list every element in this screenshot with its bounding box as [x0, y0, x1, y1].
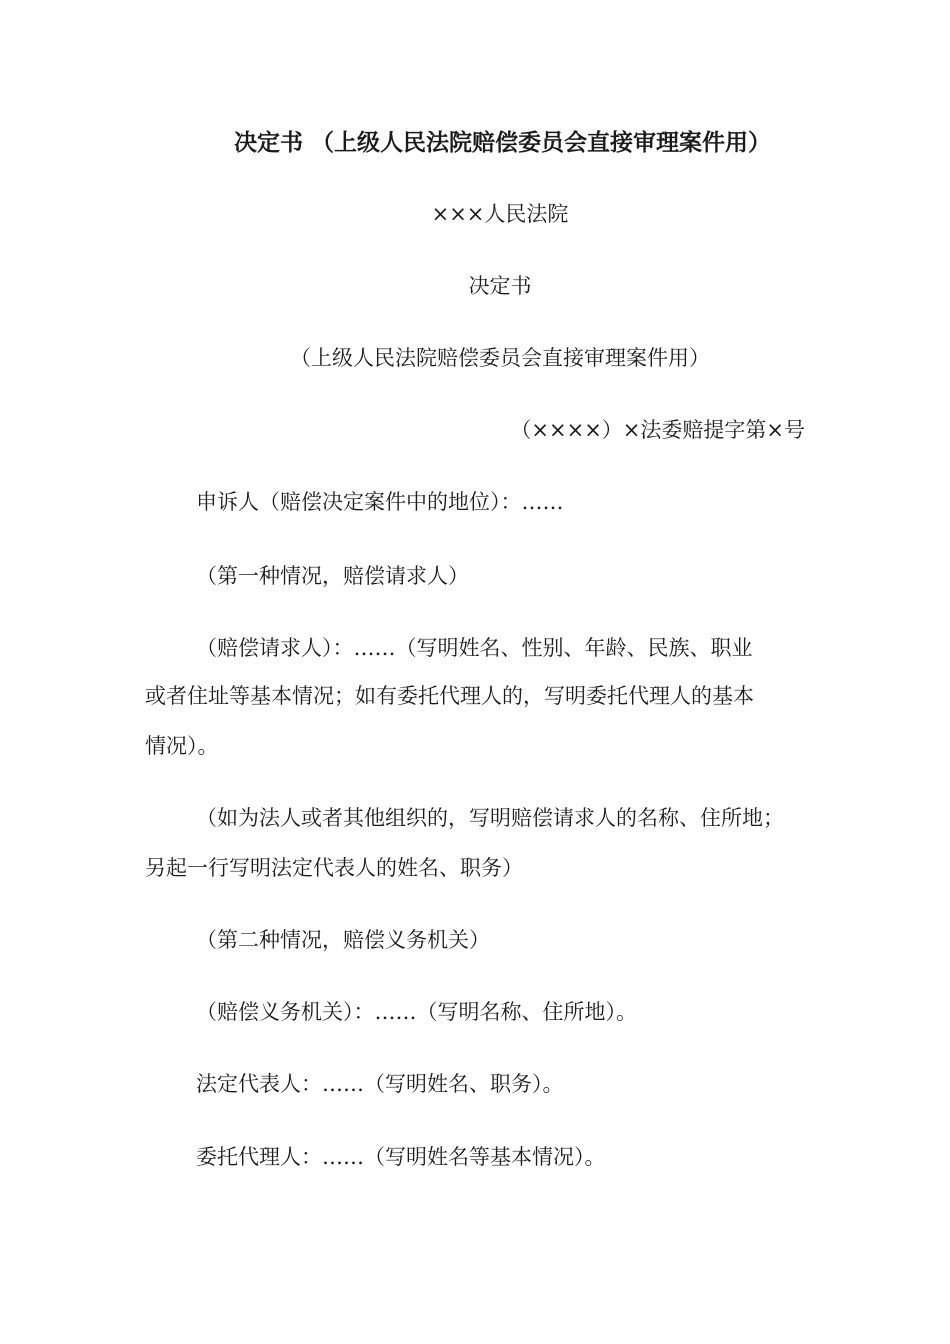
document-title: 决定书 （上级人民法院赔偿委员会直接审理案件用）	[233, 129, 771, 156]
appellant-paragraph: 申诉人（赔偿决定案件中的地位）：……	[196, 490, 564, 514]
claimant-paragraph-line-1: （赔偿请求人）：……（写明姓名、性别、年龄、民族、职业	[196, 636, 753, 660]
claimant-paragraph-line-3: 情况）。	[145, 734, 219, 758]
legal-person-paragraph-line-2: 另起一行写明法定代表人的姓名、职务）	[145, 856, 523, 880]
agent-paragraph: 委托代理人：……（写明姓名等基本情况）。	[196, 1145, 606, 1169]
case1-heading: （第一种情况，赔偿请求人）	[196, 564, 469, 588]
legal-person-paragraph-line-1: （如为法人或者其他组织的，写明赔偿请求人的名称、住所地；	[196, 806, 784, 830]
case-number: （××××）×法委赔提字第×号	[510, 418, 805, 442]
legal-representative-paragraph: 法定代表人：……（写明姓名、职务）。	[196, 1072, 564, 1096]
obligor-paragraph: （赔偿义务机关）：……（写明名称、住所地）。	[196, 1000, 637, 1024]
court-name: ×××人民法院	[431, 202, 569, 226]
case2-heading: （第二种情况，赔偿义务机关）	[196, 928, 490, 952]
document-subtitle: （上级人民法院赔偿委员会直接审理案件用）	[290, 346, 710, 370]
claimant-paragraph-line-2: 或者住址等基本情况；如有委托代理人的，写明委托代理人的基本	[145, 684, 754, 708]
document-type: 决定书	[468, 274, 532, 298]
